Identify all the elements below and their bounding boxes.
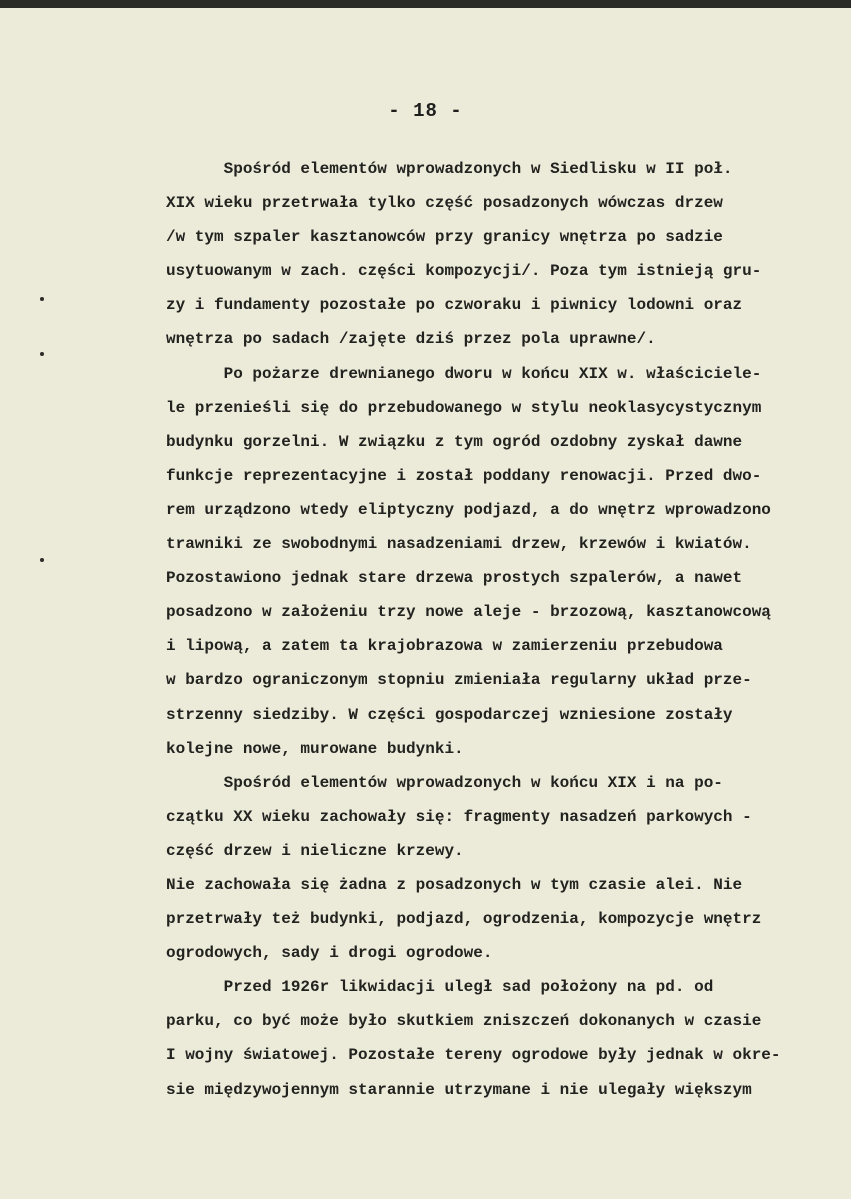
text-line: strzenny siedziby. W części gospodarczej wzniesione zostały (166, 705, 733, 724)
text-line: czątku XX wieku zachowały się: fragmenty nasadzeń parkowych - (166, 807, 752, 826)
text-line: funkcje reprezentacyjne i został poddany renowacji. Przed dwo- (166, 466, 762, 485)
text-line: parku, co być może było skutkiem zniszczeń dokonanych w czasie (166, 1012, 762, 1031)
text-line: sie międzywojennym starannie utrzymane i nie ulegały większym (166, 1080, 752, 1099)
punch-hole-mark (40, 558, 44, 562)
text-line: przetrwały też budynki, podjazd, ogrodzenia, kompozycje wnętrz (166, 910, 762, 929)
text-line: zy i fundamenty pozostałe po czworaku i piwnicy lodowni oraz (166, 296, 743, 315)
text-line: Po pożarze drewnianego dworu w końcu XIX w. właściciele- (166, 364, 762, 383)
text-line: i lipową, a zatem ta krajobrazowa w zamierzeniu przebudowa (166, 637, 723, 656)
text-line: w bardzo ograniczonym stopniu zmieniała regularny układ prze- (166, 671, 752, 690)
text-line: /w tym szpaler kasztanowców przy granicy wnętrza po sadzie (166, 228, 723, 247)
text-line: ogrodowych, sady i drogi ogrodowe. (166, 944, 493, 963)
text-line: rem urządzono wtedy eliptyczny podjazd, a do wnętrz wprowadzono (166, 500, 771, 519)
text-line: Spośród elementów wprowadzonych w Siedlisku w II poł. (166, 160, 733, 178)
text-line: trawniki ze swobodnymi nasadzeniami drzew, krzewów i kwiatów. (166, 535, 752, 554)
text-line: posadzono w założeniu trzy nowe aleje - brzozową, kasztanowcową (166, 603, 771, 622)
typewritten-body (166, 152, 816, 1107)
text-line: wnętrza po sadach /zajęte dziś przez pola uprawne/. (166, 330, 656, 349)
text-line: Pozostawiono jednak stare drzewa prostych szpalerów, a nawet (166, 569, 743, 588)
text-line: Nie zachowała się żadna z posadzonych w tym czasie alei. Nie (166, 875, 743, 894)
text-line: kolejne nowe, murowane budynki. (166, 739, 464, 758)
text-line: Przed 1926r likwidacji uległ sad położony na pd. od (166, 978, 714, 997)
punch-hole-mark (40, 297, 44, 301)
text-line: I wojny światowej. Pozostałe tereny ogrodowe były jednak w okre- (166, 1046, 781, 1065)
text-line: Spośród elementów wprowadzonych w końcu XIX i na po- (166, 773, 723, 792)
punch-hole-mark (40, 352, 44, 356)
scan-top-edge (0, 0, 851, 8)
text-line: część drzew i nieliczne krzewy. (166, 841, 464, 860)
page-number: - 18 - (388, 100, 463, 122)
text-line: XIX wieku przetrwała tylko część posadzonych wówczas drzew (166, 194, 723, 213)
text-line: budynku gorzelni. W związku z tym ogród ozdobny zyskał dawne (166, 432, 743, 451)
text-line: le przenieśli się do przebudowanego w stylu neoklasycystycznym (166, 398, 762, 417)
text-line: usytuowanym w zach. części kompozycji/. Poza tym istnieją gru- (166, 262, 762, 281)
